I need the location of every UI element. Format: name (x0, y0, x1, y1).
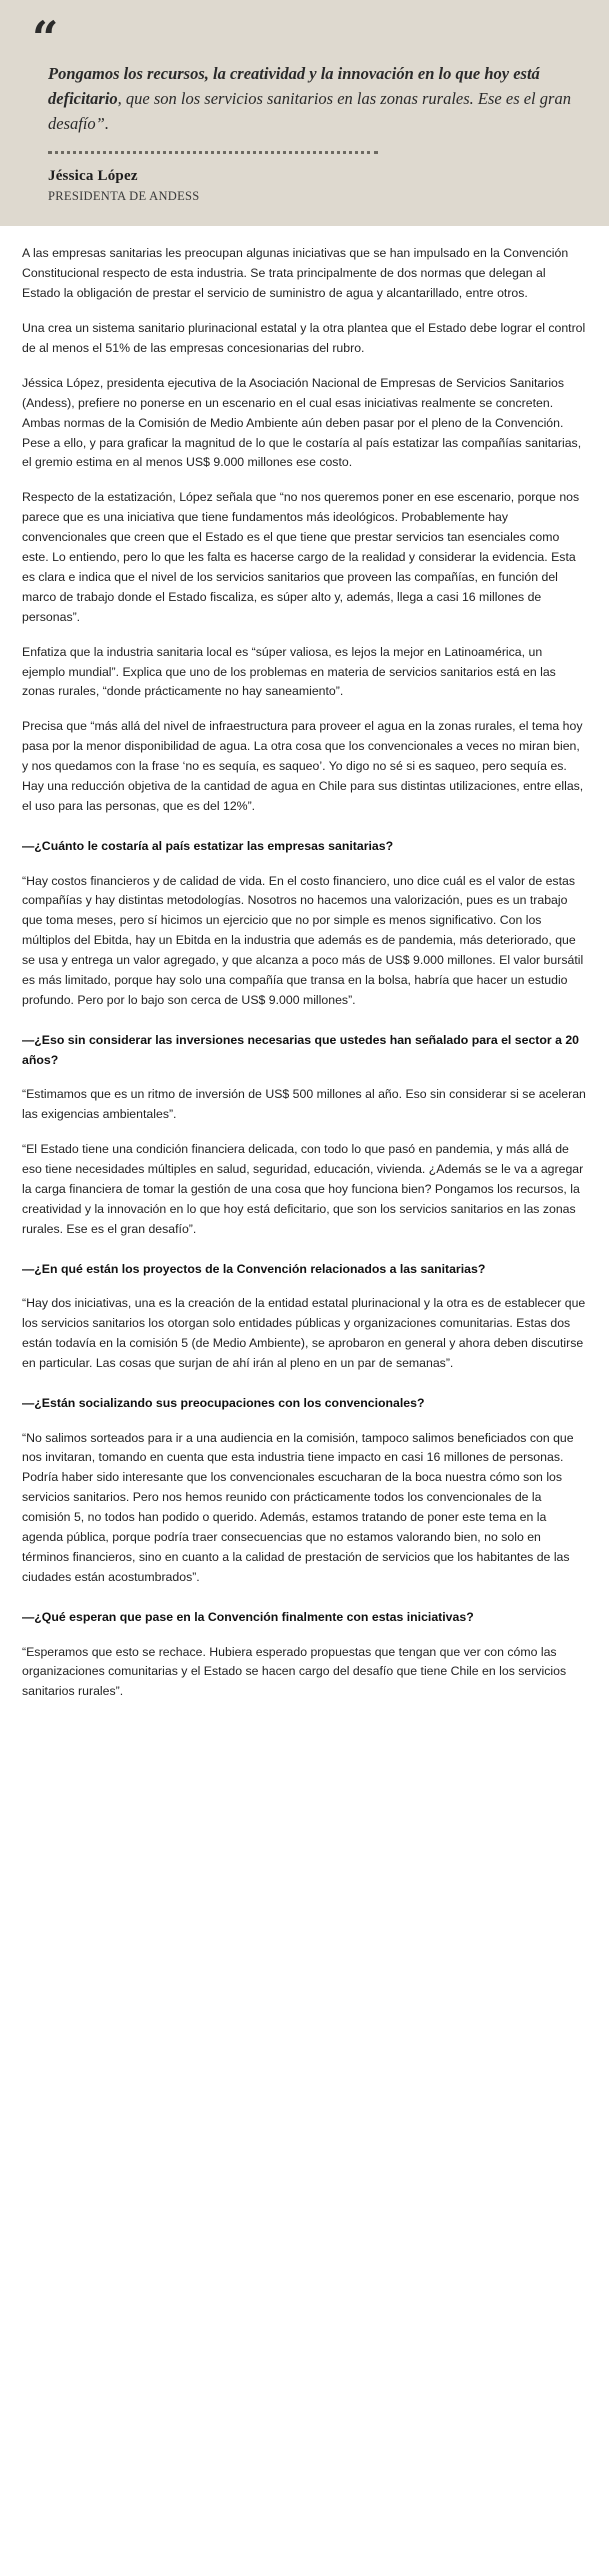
article-body (0, 226, 609, 1747)
article-paragraph: “Esperamos que esto se rechace. Hubiera esperado propuestas que tengan que ver con cómo las organizaciones comunitarias y el Estado se hacen cargo del desafío que tiene Chile en los servicios sanitarios rurales”. (22, 1644, 567, 1699)
quote-author: Jéssica López (48, 168, 138, 185)
pull-quote-block (0, 0, 609, 226)
article-paragraph: Una crea un sistema sanitario plurinacional estatal y la otra plantea que el Estado debe lograr el control de al menos el 51% de las empresas concesionarias del rubro. (22, 320, 586, 355)
interview-question: —¿Eso sin considerar las inversiones necesarias que ustedes han señalado para el sector a 20 años? (22, 1032, 580, 1067)
article-paragraph: Enfatiza que la industria sanitaria local es “súper valiosa, es lejos la mejor en Latinoamérica, un ejemplo mundial”. Explica que uno de los problemas en materia de servicios sanitarios está en las zonas rurales, “donde prácticamente no hay saneamiento”. (22, 644, 556, 699)
quote-author-role: PRESIDENTA DE ANDESS (48, 189, 200, 204)
quote-mark-icon: “ (32, 11, 57, 65)
article-paragraph: A las empresas sanitarias les preocupan algunas iniciativas que se han impulsado en la Convención Constitucional respecto de esta industria. Se trata principalmente de dos normas que delegan al Estado la obligación de prestar el servicio de suministro de agua y alcantarillado, entre otros. (22, 246, 569, 301)
interview-question: —¿Cuánto le costaría al país estatizar las empresas sanitarias? (22, 838, 394, 853)
article-paragraph: Respecto de la estatización, López señala que “no nos queremos poner en ese escenario, porque nos parece que es una iniciativa que tiene fundamentos más ideológicos. Probablemente hay convencionales que creen que el Estado es el que tiene que prestar servicios tan esenciales como este. Lo entiendo, pero lo que les falta es hacerse cargo de la realidad y considerar la evidencia. Esta es clara e indica que el nivel de los servicios sanitarios que proveen las compañías, en función del marco de trabajo donde el Estado fiscaliza, es súper alto y, además, llega a casi 16 millones de personas”. (22, 490, 580, 624)
interview-question: —¿Están socializando sus preocupaciones con los convencionales? (22, 1395, 425, 1410)
pull-quote-rest: , que son los servicios sanitarios en las zonas rurales. Ese es el gran desafío”. (48, 88, 571, 133)
article-paragraph: “Hay dos iniciativas, una es la creación de la entidad estatal plurinacional y la otra es de establecer que los servicios sanitarios los otorgan solo entidades públicas y organizaciones comunitarias. Estas dos están todavía en la comisión 5 (de Medio Ambiente), se aprobaron en general y ahora deben discutirse en particular. Las cosas que surjan de ahí irán al pleno en un par de semanas”. (22, 1296, 586, 1370)
article-paragraph: “Estimamos que es un ritmo de inversión de US$ 500 millones al año. Eso sin considerar si se aceleran las exigencias ambientales”. (22, 1087, 586, 1122)
interview-question: —¿En qué están los proyectos de la Convención relacionados a las sanitarias? (22, 1261, 486, 1276)
article-paragraph: Precisa que “más allá del nivel de infraestructura para proveer el agua en la zonas rurales, el tema hoy pasa por la menor disponibilidad de agua. La otra cosa que los convencionales a veces no miran bien, y nos quedamos con la frase ‘no es sequía, es saqueo’. Yo digo no sé si es saqueo, pero sequía es. Hay una reducción objetiva de la cantidad de agua en Chile para sus distintas utilizaciones, entre ellas, el uso para las personas, que es del 12%”. (22, 719, 584, 813)
article-paragraph: “No salimos sorteados para ir a una audiencia en la comisión, tampoco salimos beneficiados con que nos invitaran, tomando en cuenta que esta industria tiene impacto en casi 16 millones de personas. Podría haber sido interesante que los convencionales escucharan de la boca nuestra cómo son los servicios sanitarios. Pero nos hemos reunido con prácticamente todos los convencionales de la comisión 5, no todos han podido o querido. Además, estamos tratando de poner este tema en la agenda pública, porque podría traer consecuencias que no estamos valorando bien, no solo en términos financieros, sino en cuanto a la calidad de prestación de servicios que los habitantes de las ciudades están acostumbrados”. (22, 1430, 574, 1584)
pull-quote-text (26, 56, 583, 136)
article-paragraph: Jéssica López, presidenta ejecutiva de la Asociación Nacional de Empresas de Servicios Sanitarios (Andess), prefiere no ponerse en un escenario en el cual esas iniciativas realmente se concreten. Ambas normas de la Comisión de Medio Ambiente aún deben pasar por el pleno de la Convención. Pese a ello, y para graficar la magnitud de lo que le costaría al país estatizar las compañías sanitarias, el gremio estima en al menos US$ 9.000 millones ese costo. (22, 375, 582, 470)
interview-question: —¿Qué esperan que pase en la Convención finalmente con estas iniciativas? (22, 1609, 474, 1624)
article-paragraph: “El Estado tiene una condición financiera delicada, con todo lo que pasó en pandemia, y más allá de eso tiene necesidades múltiples en salud, seguridad, educación, vivienda. ¿Además se le va a agregar la carga financiera de tomar la gestión de una cosa que hoy funciona bien? Pongamos los recursos, la creatividad y la innovación en lo que hoy está deficitario, que son los servicios sanitarios en las zonas rurales. Ese es el gran desafío”. (22, 1142, 584, 1236)
pull-quote-lead: Pongamos los recursos, la creatividad y la innovación en lo que hoy está deficitario (48, 64, 540, 108)
article-paragraph: “Hay costos financieros y de calidad de vida. En el costo financiero, uno dice cuál es el valor de estas compañías y hay distintas metodologías. Nosotros no hacemos una valorización, pues es un trabajo que toma meses, pero sí hicimos un ejercicio que no por simple es menos significativo. Con los múltiplos del Ebitda, hay un Ebitda en la industria que además es de pandemia, más deteriorado, que se usa y entrega un valor agregado, y que alcanza a poco más de US$ 9.000 millones. El valor bursátil es más limitado, porque hay solo una compañía que transa en la bolsa, habría que hacer un estudio profundo. Pero por lo bajo son cerca de US$ 9.000 millones”. (22, 873, 584, 1008)
